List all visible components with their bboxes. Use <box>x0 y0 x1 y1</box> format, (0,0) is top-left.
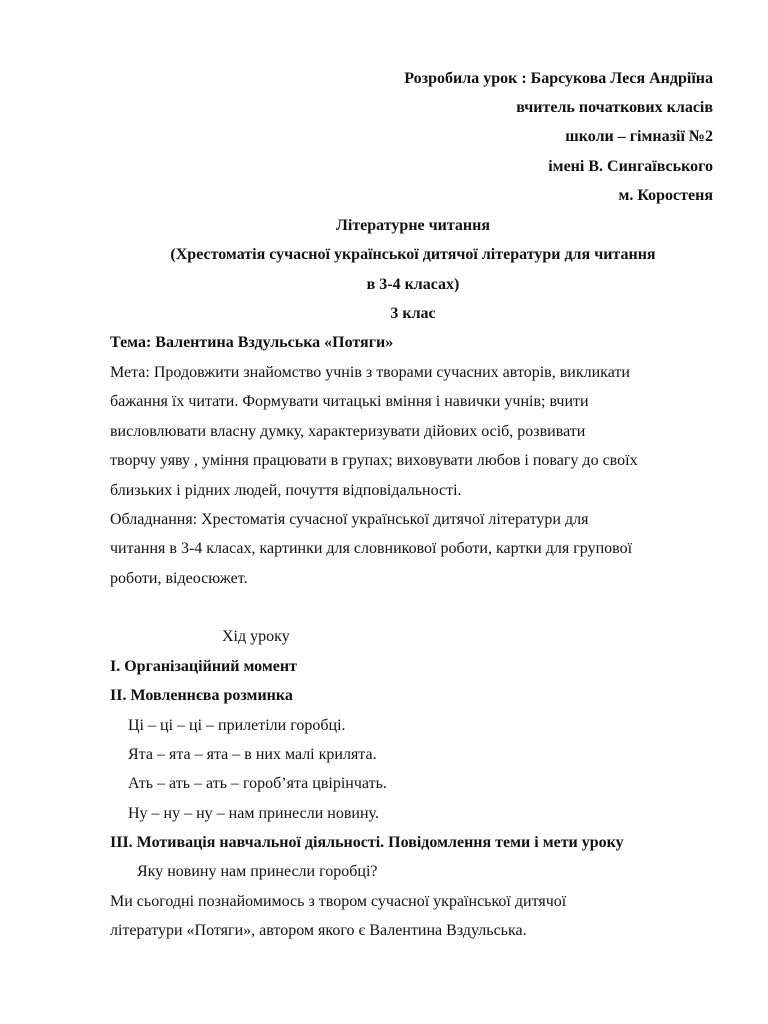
lesson-course-heading: Хід уроку <box>222 628 290 645</box>
city-line: м. Коростеня <box>618 187 713 204</box>
goal-line: висловлювати власну думку, характеризувати дійових осіб, розвивати <box>110 423 586 440</box>
goal-line: Мета: Продовжити знайомство учнів з творами сучасних авторів, викликати <box>110 364 630 381</box>
position-line: вчитель початкових класів <box>516 99 713 116</box>
book-title-line-2: в 3-4 класах) <box>366 276 460 293</box>
section-heading: ІІІ. Мотивація навчальної діяльності. Повідомлення теми і мети уроку <box>110 834 624 851</box>
goal-line: близьких і рідних людей, почуття відповідальності. <box>110 482 462 499</box>
section-heading: ІІ. Мовленнєва розминка <box>110 687 293 704</box>
equipment-line: читання в 3-4 класах, картинки для словникової роботи, картки для групової <box>110 540 633 557</box>
goal-line: бажання їх читати. Формувати читацькі вміння і навички учнів; вчити <box>110 393 589 410</box>
named-after-line: імені В. Сингаївського <box>548 158 713 175</box>
goal-line: творчу уяву , уміння працювати в групах; виховувати любов і повагу до своїх <box>110 452 638 469</box>
closing-line: Ми сьогодні познайомимось з твором сучасної української дитячої <box>110 893 567 910</box>
grade-title: 3 клас <box>390 305 436 322</box>
warmup-line: Ать – ать – ать – гороб’ята цвірінчать. <box>128 775 387 792</box>
school-line: школи – гімназії №2 <box>565 128 713 145</box>
lesson-topic: Тема: Валентина Вздульська «Потяги» <box>110 334 394 351</box>
equipment-line: роботи, відеосюжет. <box>110 570 248 587</box>
author-line: Розробила урок : Барсукова Леся Андріїна <box>404 70 713 87</box>
section-heading: І. Організаційний момент <box>110 658 297 675</box>
closing-line: літератури «Потяги», автором якого є Валентина Вздульська. <box>110 922 527 939</box>
warmup-line: Ці – ці – ці – прилетіли горобці. <box>128 717 346 734</box>
warmup-line: Ята – ята – ята – в них малі крилята. <box>128 746 377 763</box>
equipment-line: Обладнання: Хрестоматія сучасної української дитячої літератури для <box>110 511 589 528</box>
book-title-line-1: (Хрестоматія сучасної української дитячої літератури для читання <box>170 246 656 263</box>
warmup-line: Ну – ну – ну – нам принесли новину. <box>128 805 379 822</box>
motivation-question: Яку новину нам принесли горобці? <box>137 863 378 880</box>
subject-title: Літературне читання <box>335 217 491 234</box>
